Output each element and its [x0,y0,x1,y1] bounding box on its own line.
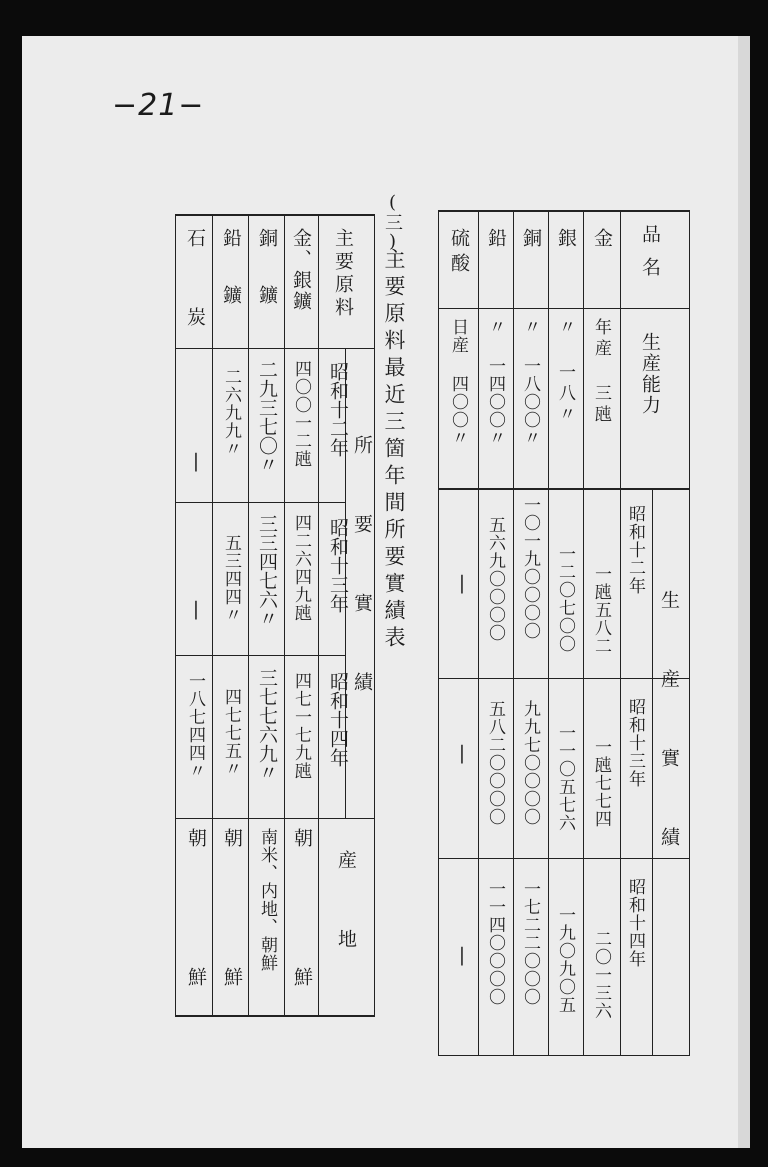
prod-row-name: 銀 [555,228,577,247]
prod-row-y13: | [451,742,473,764]
prod-row-y14: | [451,944,473,966]
table-title: 主要原料最近三箇年間所要實績表 [382,248,406,653]
prod-row-capacity: 〃 一八〃 [555,318,575,426]
prod-row-y12: | [451,572,473,594]
mat-row-y12: 二九三七〇〃 [256,360,278,474]
prod-row-capacity: 〃 一四〇〇〃 [485,318,505,447]
prod-row-y12: 一二〇七〇〇 [555,545,575,653]
section-number: (三) [382,192,403,252]
prod-row-y13: 一瓲七七四 [591,738,611,828]
prod-row-y14: 一七二二〇〇〇 [520,880,540,1006]
page-number: −21− [112,88,205,123]
prod-row-capacity: 年産 三瓲 [591,318,611,426]
prod-row-y13: 一一〇五七六 [555,724,575,832]
prod-row-y14: 二〇一三六 [591,930,611,1020]
mat-row-y14: 四七七五〃 [221,688,241,778]
header-item-name: 品名 [639,224,661,290]
prod-row-y13: 九九七〇〇〇〇 [520,700,540,826]
mat-row-name: 鉛鑛 [220,228,242,342]
mat-row-y12: | [185,450,207,472]
header-capacity: 生産能力 [639,332,661,416]
mat-row-y13: 三三四七六〃 [256,514,278,628]
prod-row-name: 金 [591,228,613,247]
prod-row-name: 硫酸 [448,228,470,278]
prod-row-y14: 一一四〇〇〇〇 [485,880,505,1006]
mat-row-origin: 朝鮮 [291,828,313,1106]
mat-row-y13: 五三四四〃 [221,534,241,624]
mat-row-y14: 三七七六九〃 [256,668,278,782]
mat-row-origin: 朝鮮 [185,828,207,1106]
mat-row-y13: | [185,598,207,620]
mat-row-y14: 一八七四四〃 [185,672,205,780]
header-required-record: 所要實績 [351,435,373,751]
mat-row-origin: 南米、内地、朝鮮 [257,828,277,972]
header-raw-material: 主要原料 [332,228,354,320]
mat-header-year-12: 昭和十二年 [327,362,349,457]
mat-row-y12: 四〇〇一二瓲 [291,360,311,468]
page-edge [738,36,750,1148]
prod-row-y12: 一〇一九〇〇〇〇 [520,496,540,640]
prod-row-name: 銅 [520,228,542,247]
mat-row-y13: 四二六四九瓲 [291,514,311,622]
prod-row-y12: 一瓲五八二 [591,565,611,655]
header-year-14: 昭和十四年 [625,878,645,968]
header-production-record: 生産實績 [658,590,680,906]
prod-row-y14: 一九〇九〇五 [555,906,575,1014]
mat-header-year-14: 昭和十四年 [327,672,349,767]
prod-row-capacity: 日産 四〇〇〃 [448,318,468,447]
prod-row-y12: 五六九〇〇〇〇 [485,516,505,642]
header-year-12: 昭和十二年 [625,505,645,595]
prod-row-capacity: 〃 一八〇〇〃 [520,318,540,447]
mat-header-year-13: 昭和十三年 [327,518,349,613]
mat-row-y14: 四七一七九瓲 [291,672,311,780]
mat-row-y12: 二六九九〃 [221,368,241,458]
header-origin: 産地 [335,850,357,1008]
prod-row-name: 鉛 [485,228,507,247]
mat-row-name: 銅鑛 [256,228,278,342]
header-year-13: 昭和十三年 [625,698,645,788]
mat-row-name: 金、銀鑛 [290,228,312,312]
prod-row-y13: 五八二〇〇〇〇 [485,700,505,826]
mat-row-origin: 朝鮮 [221,828,243,1106]
mat-row-name: 石炭 [184,228,206,386]
